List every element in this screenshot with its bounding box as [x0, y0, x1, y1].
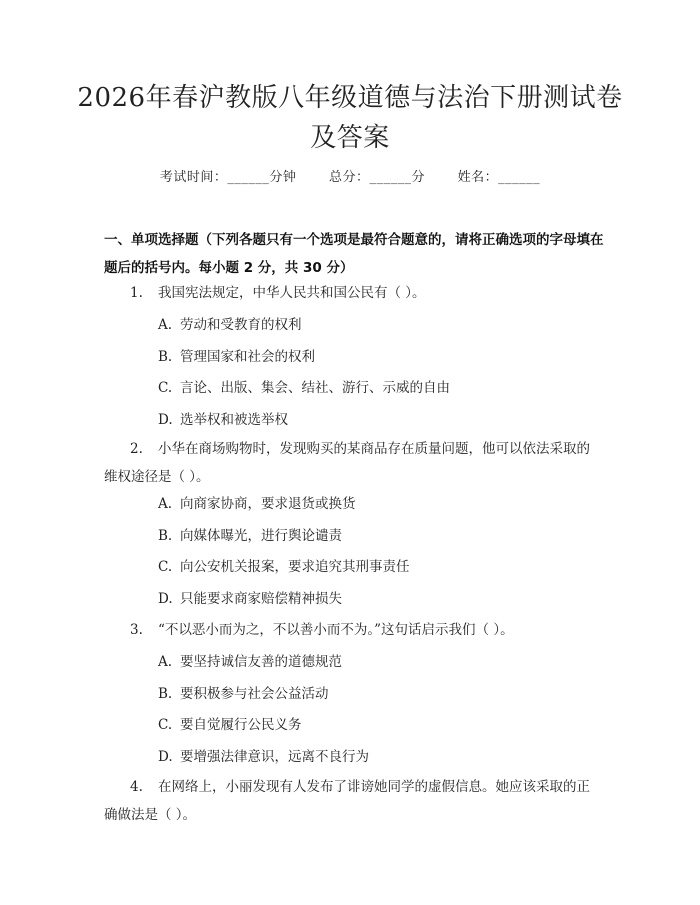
option-letter: A. — [158, 317, 173, 333]
option-letter: D. — [158, 749, 173, 765]
option-text: 管理国家和社会的权利 — [180, 349, 315, 365]
exam-total-score: 总分：______分 — [328, 170, 425, 185]
question-1-option-c — [158, 378, 598, 398]
question-number: 4. — [130, 779, 143, 795]
question-2-option-d — [158, 589, 598, 609]
option-letter: A. — [158, 654, 173, 670]
option-text: 劳动和受教育的权利 — [180, 317, 302, 333]
option-text: 要自觉履行公民义务 — [180, 717, 302, 733]
option-letter: A. — [158, 496, 173, 512]
question-number: 1. — [130, 285, 143, 301]
section-heading: 一、单项选择题（下列各题只有一个选项是最符合题意的，请将正确选项的字母填在题后的括号内。每小题 2 分，共 30 分） — [104, 232, 604, 276]
option-text: 要增强法律意识，远离不良行为 — [180, 749, 369, 765]
question-2-option-a — [158, 494, 598, 514]
option-letter: B. — [158, 528, 173, 544]
question-3 — [104, 616, 598, 644]
exam-info — [0, 166, 700, 185]
question-2-option-b — [158, 526, 598, 546]
question-number: 3. — [130, 622, 143, 638]
option-text: 只能要求商家赔偿精神损失 — [180, 591, 342, 607]
option-text: 向商家协商，要求退货或换货 — [180, 496, 356, 512]
question-1-option-d — [158, 410, 598, 430]
option-text: 要积极参与社会公益活动 — [180, 686, 329, 702]
question-3-option-b — [158, 684, 598, 704]
question-1 — [104, 279, 598, 307]
option-letter: C. — [158, 717, 173, 733]
student-name: 姓名：______ — [457, 170, 541, 185]
exam-time: 考试时间：______分钟 — [159, 170, 297, 185]
question-1-option-a — [158, 315, 598, 335]
question-text: 小华在商场购物时，发现购买的某商品存在质量问题，他可以依法采取的维权途径是（ ）。 — [104, 441, 590, 485]
option-letter: D. — [158, 412, 173, 428]
question-number: 2. — [130, 441, 143, 457]
option-text: 向媒体曝光，进行舆论谴责 — [180, 528, 342, 544]
option-letter: D. — [158, 591, 173, 607]
option-letter: B. — [158, 349, 173, 365]
question-1-option-b — [158, 347, 598, 367]
question-3-option-c — [158, 715, 598, 735]
option-text: 选举权和被选举权 — [180, 412, 288, 428]
question-2-option-c — [158, 557, 598, 577]
question-text: 我国宪法规定，中华人民共和国公民有（ ）。 — [158, 285, 426, 301]
option-letter: C. — [158, 559, 173, 575]
question-2 — [104, 435, 598, 491]
option-text: 要坚持诚信友善的道德规范 — [180, 654, 342, 670]
page-title: 2026年春沪教版八年级道德与法治下册测试卷及答案 — [77, 83, 623, 153]
option-letter: C. — [158, 380, 173, 396]
question-3-option-d — [158, 747, 598, 767]
question-4 — [104, 773, 598, 829]
question-text: 在网络上，小丽发现有人发布了诽谤她同学的虚假信息。她应该采取的正确做法是（ ）。 — [104, 779, 590, 823]
question-text: “不以恶小而为之，不以善小而不为。”这句话启示我们（ ）。 — [158, 622, 514, 638]
question-3-option-a — [158, 652, 598, 672]
option-text: 言论、出版、集会、结社、游行、示威的自由 — [180, 380, 450, 396]
option-text: 向公安机关报案，要求追究其刑事责任 — [180, 559, 410, 575]
option-letter: B. — [158, 686, 173, 702]
